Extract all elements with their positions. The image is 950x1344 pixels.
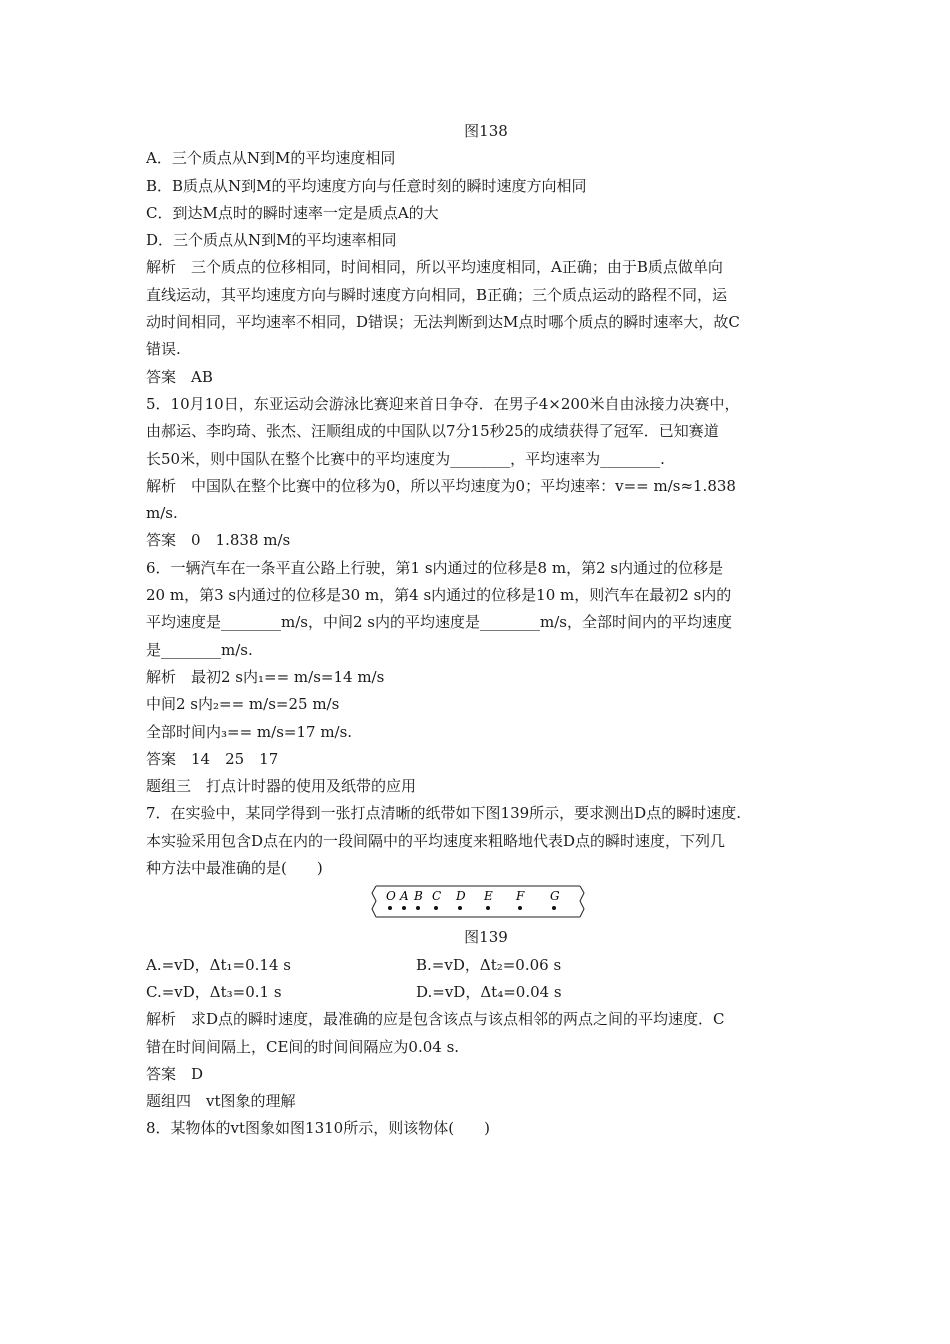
- q6-analysis: [146, 664, 826, 746]
- q7-options: [146, 952, 826, 1007]
- tape-dot: [458, 906, 462, 910]
- tape-dot: [388, 906, 392, 910]
- tape-dot: [486, 906, 490, 910]
- question-line: 20 m，第3 s内通过的位移是30 m，第4 s内通过的位移是10 m，则汽车在最初2 s内的: [146, 586, 732, 605]
- question-line: 是________m/s.: [146, 640, 253, 659]
- question-line: 7．在实验中，某同学得到一张打点清晰的纸带如下图139所示，要求测出D点的瞬时速度.: [146, 804, 741, 823]
- analysis-line: 全部时间内₃== m/s=17 m/s.: [146, 722, 353, 741]
- question-line: 种方法中最准确的是( ): [146, 859, 323, 878]
- q7-analysis: [146, 1006, 826, 1061]
- analysis-line: 解析 中国队在整个比赛中的位移为0，所以平均速度为0；平均速率：v== m/s≈1.838: [146, 476, 736, 495]
- q4-analysis: [146, 254, 826, 363]
- tape-dot: [552, 906, 556, 910]
- q7-option-c: C.=vD，Δt₃=0.1 s: [146, 982, 282, 1001]
- tape-dot: [518, 906, 522, 910]
- tape-label-g: G: [550, 889, 560, 904]
- q4-option-d: D．三个质点从N到M的平均速率相同: [146, 231, 397, 250]
- question-5: [146, 391, 826, 473]
- q4-option-c: C．到达M点时的瞬时速率一定是质点A的大: [146, 203, 439, 222]
- q7-answer: 答案 D: [146, 1064, 204, 1083]
- tape-dot: [434, 906, 438, 910]
- q4-option-a: A．三个质点从N到M的平均速度相同: [146, 149, 396, 168]
- q7-options-row: [146, 952, 826, 979]
- tape-dot: [402, 906, 406, 910]
- question-line: 5．10月10日，东亚运动会游泳比赛迎来首日争夺．在男子4×200米自由泳接力决赛中，: [146, 394, 740, 413]
- fig139-figure: [146, 882, 826, 924]
- tape-label-e: E: [484, 889, 493, 904]
- analysis-line: 错在时间间隔上，CE间的时间间隔应为0.04 s.: [146, 1037, 460, 1056]
- analysis-line: 解析 求D点的瞬时速度，最准确的应是包含该点与该点相邻的两点之间的平均速度．C: [146, 1010, 725, 1029]
- analysis-line: 错误.: [146, 340, 181, 359]
- document-page: [146, 118, 826, 1143]
- q5-analysis: [146, 473, 826, 528]
- analysis-line: m/s.: [146, 504, 178, 523]
- analysis-line: 解析 三个质点的位移相同，时间相同，所以平均速度相同，A正确；由于B质点做单向: [146, 258, 723, 277]
- question-line: 平均速度是________m/s，中间2 s内的平均速度是________m/s，全部时间内的平均速度: [146, 613, 732, 632]
- paper-tape-diagram: [368, 884, 588, 920]
- tape-label-d: D: [456, 889, 466, 904]
- tape-label-c: C: [432, 889, 442, 904]
- fig138-caption: 图138: [464, 122, 508, 140]
- tape-right-torn-edge: [580, 886, 584, 917]
- question-line: 由郝运、李昀琦、张杰、汪顺组成的中国队以7分15秒25的成绩获得了冠军．已知赛道: [146, 422, 719, 441]
- q4-option-b: B．B质点从N到M的平均速度方向与任意时刻的瞬时速度方向相同: [146, 176, 587, 195]
- tape-left-torn-edge: [372, 886, 376, 917]
- question-line: 本实验采用包含D点在内的一段间隔中的平均速度来粗略地代表D点的瞬时速度，下列几: [146, 831, 726, 850]
- q4-answer: 答案 AB: [146, 367, 213, 386]
- q7-option-b: B.=vD，Δt₂=0.06 s: [416, 955, 562, 974]
- group3-title: 题组三 打点计时器的使用及纸带的应用: [146, 777, 417, 796]
- question-line: 6．一辆汽车在一条平直公路上行驶，第1 s内通过的位移是8 m，第2 s内通过的位移是: [146, 558, 724, 577]
- tape-label-o: O: [386, 889, 396, 904]
- question-8: 8．某物体的vt图象如图1310所示，则该物体( ): [146, 1119, 490, 1138]
- q7-options-row: [146, 979, 826, 1006]
- question-6: [146, 555, 826, 664]
- analysis-line: 中间2 s内₂== m/s=25 m/s: [146, 695, 340, 714]
- tape-label-f: F: [516, 889, 525, 904]
- analysis-line: 解析 最初2 s内₁== m/s=14 m/s: [146, 667, 385, 686]
- fig139-caption: 图139: [464, 928, 508, 947]
- q6-answer: 答案 14 25 17: [146, 749, 279, 768]
- q5-answer: 答案 0 1.838 m/s: [146, 531, 291, 550]
- q4-options: [146, 145, 826, 254]
- analysis-line: 动时间相同，平均速率不相同，D错误；无法判断到达M点时哪个质点的瞬时速率大，故C: [146, 313, 740, 332]
- q7-option-a: A.=vD，Δt₁=0.14 s: [146, 955, 291, 974]
- question-line: 长50米，则中国队在整个比赛中的平均速度为________，平均速率为________.: [146, 449, 665, 468]
- tape-label-a: A: [400, 889, 409, 904]
- question-7: [146, 800, 826, 882]
- q7-option-d: D.=vD，Δt₄=0.04 s: [416, 982, 562, 1001]
- tape-dot: [416, 906, 420, 910]
- group4-title: 题组四 vt图象的理解: [146, 1092, 296, 1111]
- tape-label-b: B: [414, 889, 423, 904]
- analysis-line: 直线运动，其平均速度方向与瞬时速度方向相同，B正确；三个质点运动的路程不同，运: [146, 285, 728, 304]
